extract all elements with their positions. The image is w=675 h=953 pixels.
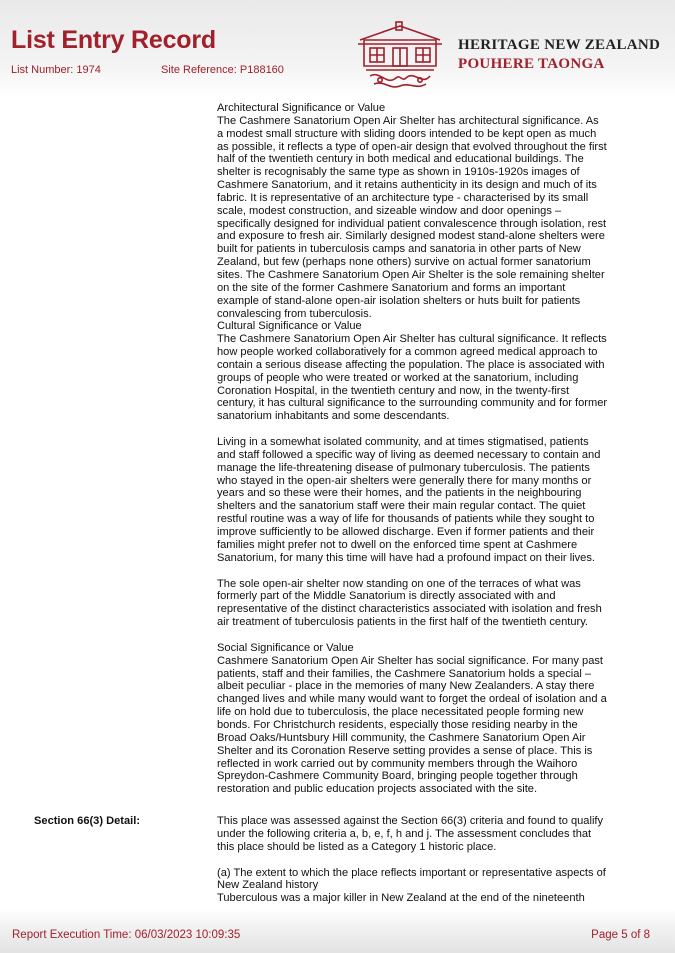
text-line: shelters and the sanatorium staff were their main regular contact. The quiet [217,500,586,513]
text-line: Sanatorium, for many this time will have had a profound impact on their lives. [217,551,595,564]
text-line: shelter is recognisably the same type as shown in 1910s-1920s images of [217,166,580,179]
report-execution-time: Report Execution Time: 06/03/2023 10:09:35 [12,929,241,941]
text-line: how people worked collaboratively for a common agreed medical approach to [217,346,598,359]
text-line: formerly part of the Middle Sanatorium is directly associated with and [217,590,556,603]
site-reference: Site Reference: P188160 [161,64,284,76]
text-line: sanatorium inhabitants and some descendants. [217,410,450,423]
text-line: life on hold due to tuberculosis, the place necessitated people forming new [217,706,584,719]
text-line: specifically designed for individual patient convalescence through isolation, rest [217,217,607,230]
text-line: example of stand-alone open-air isolation shelters or huts built for patients [217,294,581,307]
text-line: and exposure to fresh air. Similarly designed modest stand-alone shelters were [217,230,605,243]
text-line: albeit peculiar - place in the memories of many New Zealanders. A stay there [217,680,595,693]
text-line: scale, modest construction, and sizeable window and door openings – [217,204,562,217]
page-title: List Entry Record [11,26,216,54]
text-line: fabric. It is representative of an architecture type - characterised by its small [217,191,589,204]
text-line: Shelter and its Coronation Reserve setting provides a sense of place. This is [217,744,593,757]
text-line: on the site of the former Cashmere Sanatorium and forms an important [217,281,566,294]
text-line: half of the twentieth century in both medical and educational buildings. The [217,153,584,166]
text-line: air treatment of tuberculosis patients in the first half of the twentieth century. [217,616,589,629]
text-line: as possible, it reflects a type of open-air design that evolved throughout the first [217,140,607,153]
social-heading: Social Significance or Value [217,641,354,654]
text-line: built for patients in tuberculosis camps and sanatoria in other parts of New [217,243,581,256]
architectural-heading: Architectural Significance or Value [217,102,386,114]
architectural-text [217,115,625,321]
list-number: List Number: 1974 [11,64,101,76]
text-line: patients, staff and their families, the Cashmere Sanatorium holds a special – [217,667,592,680]
text-line: reflected in work carried out by community members through the Waihoro [217,757,578,770]
cultural-paragraph-2 [217,436,625,564]
page-header [0,0,675,96]
cultural-paragraph-1 [217,333,625,423]
text-line: The Cashmere Sanatorium Open Air Shelter has architectural significance. As [217,114,599,127]
text-line: representative of the distinct characteristics associated with isolation and fresh [217,603,602,616]
cultural-paragraph-3 [217,578,625,629]
text-line: manage the life-threatening disease of pulmonary tuberculosis. The patients [217,461,590,474]
text-line: Tuberculous was a major killer in New Zealand at the end of the nineteenth [217,892,585,905]
text-line: Cashmere Sanatorium Open Air Shelter has social significance. For many past [217,654,603,667]
text-line: century, it has cultural significance to the surrounding community and for former [217,397,608,410]
text-line: bonds. For Christchurch residents, especially those residing nearby in the [217,718,578,731]
page-number: Page 5 of 8 [591,929,650,941]
text-line: restoration and public education projects associated with the site. [217,783,538,796]
text-line: under the following criteria a, b, e, f, h and j. The assessment concludes that [217,827,592,840]
text-line: contain a serious disease affecting the population. The place is associated with [217,358,605,371]
text-line: Living in a somewhat isolated community, and at times stigmatised, patients [217,436,589,449]
text-line: changed lives and while many would want to forget the ordeal of isolation and a [217,693,607,706]
text-line: and staff followed a specific way of living as deemed necessary to contain and [217,448,601,461]
text-line: this place should be listed as a Category 1 historic place. [217,840,497,853]
text-line: sites. The Cashmere Sanatorium Open Air Shelter is the sole remaining shelter [217,268,605,281]
text-line: New Zealand history [217,879,319,892]
text-line: Cashmere Sanatorium, and it retains authenticity in its design and much of its [217,179,597,192]
section-66-detail-text [217,815,627,905]
section-66-detail-label: Section 66(3) Detail: [34,815,141,827]
text-line: The Cashmere Sanatorium Open Air Shelter has cultural significance. It reflects [217,333,607,346]
text-line: Zealand, but few (perhaps none others) survive on actual former sanatorium [217,256,591,269]
criterion-a [217,867,627,906]
text-line: (a) The extent to which the place reflects important or representative aspects of [217,866,606,879]
organisation-name-maori: POUHERE TAONGA [458,56,605,72]
text-line: improve sufficiently to be allowed discharge. Even if former patients and their [217,526,595,538]
detail-intro [217,815,627,854]
text-line: Broad Oaks/Huntsbury Hill community, the Cashmere Sanatorium Open Air [217,731,586,744]
heritage-house-logo-icon [356,20,444,92]
text-line: This place was assessed against the Section 66(3) criteria and found to qualify [217,815,604,827]
cultural-heading: Cultural Significance or Value [217,320,362,333]
text-line: Spreydon-Cashmere Community Board, bringing people together through [217,770,578,783]
organisation-name: HERITAGE NEW ZEALAND [458,37,661,53]
text-line: who stayed in the open-air shelters were generally there for many months or [217,474,592,487]
social-text [217,655,625,796]
text-line: restful routine was a way of life for thousands of patients while they sought to [217,513,595,526]
text-line: convalescing from tuberculosis. [217,307,372,320]
text-line: Coronation Hospital, in the twentieth century and now, in the twenty-first [217,384,570,397]
text-line: groups of people who were treated or worked at the sanatorium, including [217,371,579,384]
text-line: families might prefer not to dwell on the enforced time spent at Cashmere [217,538,578,551]
significance-content [217,102,625,796]
text-line: The sole open-air shelter now standing on one of the terraces of what was [217,577,581,590]
text-line: years and so these were their homes, and the patients in the neighbouring [217,487,582,500]
text-line: a modest small structure with sliding doors intended to be kept open as much [217,127,597,140]
